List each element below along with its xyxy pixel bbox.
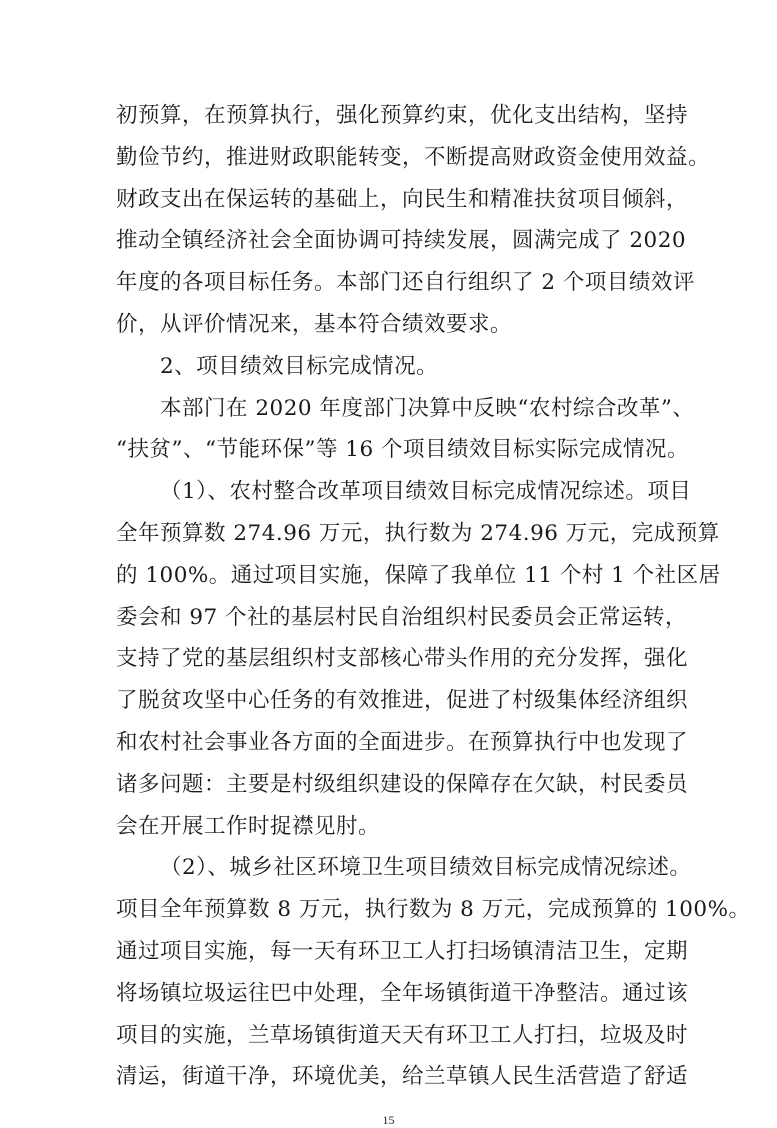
text-line: 通过项目实施，每一天有环卫工人打扫场镇清洁卫生，定期 [116, 939, 689, 964]
text-line: 推动全镇经济社会全面协调可持续发展，圆满完成了 2020 [116, 228, 687, 254]
text-line: 本部门在 2020 年度部门决算中反映“农村综合改革”、 [160, 395, 695, 421]
text-line: 会在开展工作时捉襟见肘。 [116, 813, 381, 839]
text-line: 诸多问题：主要是村级组织建设的保障存在欠缺，村民委员 [116, 771, 689, 797]
text-line: 和农村社会事业各方面的全面进步。在预算执行中也发现了 [116, 730, 689, 755]
section-heading: 2、项目绩效目标完成情况。 [160, 353, 439, 379]
text-line: 了脱贫攻坚中心任务的有效推进，促进了村级集体经济组织 [116, 688, 689, 714]
text-line: （2）、城乡社区环境卫生项目绩效目标完成情况综述。 [160, 855, 692, 881]
text-line: 初预算，在预算执行，强化预算约束，优化支出结构，坚持 [116, 103, 689, 128]
text-line: 项目全年预算数 8 万元，执行数为 8 万元，完成预算的 100%。 [116, 897, 751, 923]
page-number: 15 [382, 1113, 395, 1128]
text-line: 勤俭节约，推进财政职能转变，不断提高财政资金使用效益。 [116, 144, 711, 170]
text-line: 将场镇垃圾运往巴中处理，全年场镇街道干净整洁。通过该 [116, 980, 689, 1006]
text-line: 委会和 97 个社的基层村民自治组织村民委员会正常运转， [116, 604, 688, 630]
text-line: 的 100%。通过项目实施，保障了我单位 11 个村 1 个社区居 [116, 562, 721, 588]
text-line: 价，从评价情况来，基本符合绩效要求。 [116, 312, 513, 337]
text-line: 项目的实施，兰草场镇街道天天有环卫工人打扫，垃圾及时 [116, 1022, 689, 1048]
text-line: 年度的各项目标任务。本部门还自行组织了 2 个项目绩效评 [116, 270, 695, 296]
text-line: 支持了党的基层组织村支部核心带头作用的充分发挥，强化 [116, 646, 689, 672]
text-line: 清运，街道干净，环境优美，给兰草镇人民生活营造了舒适 [116, 1064, 689, 1090]
text-line: “扶贫”、“节能环保”等 16 个项目绩效目标实际完成情况。 [116, 437, 689, 463]
text-line: （1）、农村整合改革项目绩效目标完成情况综述。项目 [160, 479, 692, 505]
text-line: 全年预算数 274.96 万元，执行数为 274.96 万元，完成预算 [116, 521, 720, 546]
text-line: 财政支出在保运转的基础上，向民生和精准扶贫项目倾斜， [116, 186, 689, 212]
